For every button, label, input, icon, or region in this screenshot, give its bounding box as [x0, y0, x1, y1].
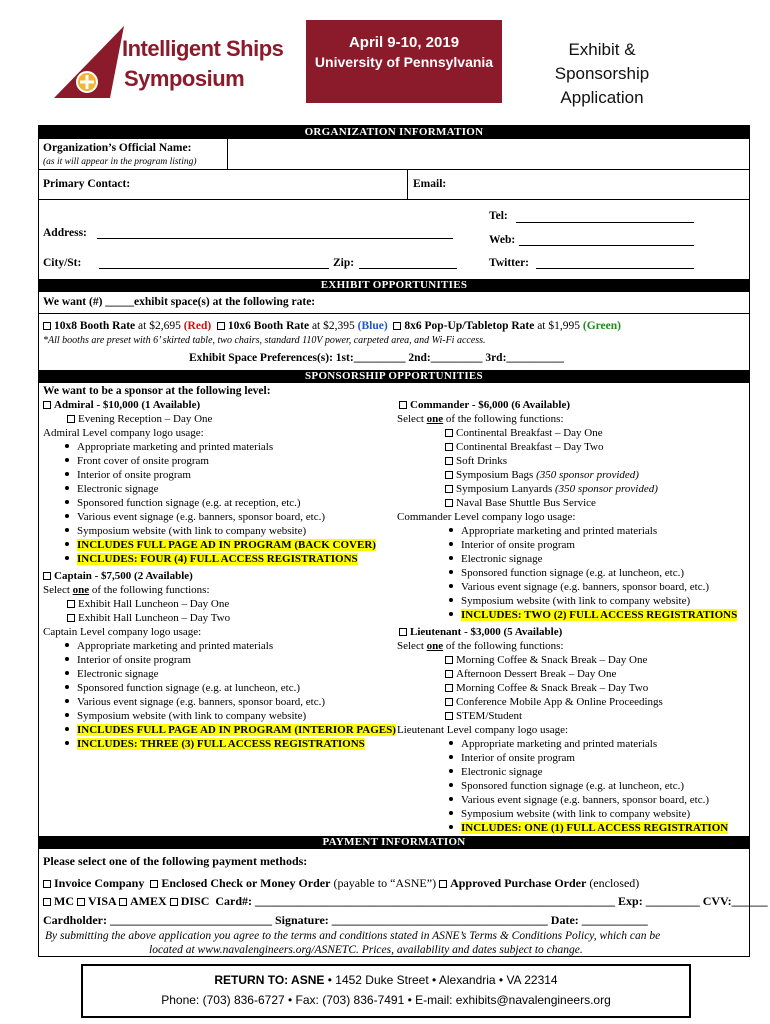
application-title-line1: Exhibit & Sponsorship: [554, 40, 650, 83]
check-label: Enclosed Check or Money Order: [161, 876, 331, 890]
admiral-level: [43, 399, 200, 412]
commander-function-checkbox[interactable]: [445, 499, 453, 507]
return-label: RETURN TO: ASNE: [214, 973, 325, 987]
admiral-bullet: Electronic signage: [65, 483, 159, 496]
lieutenant-logo-usage: Lieutenant Level company logo usage:: [397, 724, 569, 736]
commander-function-checkbox[interactable]: [445, 457, 453, 465]
commander-select: Select one of the following functions:: [397, 413, 564, 425]
header: [0, 0, 770, 115]
org-name-field[interactable]: [228, 140, 748, 168]
terms-line2: located at www.navalengineers.org/ASNETC. Prices, availability and dates subject to change.: [149, 944, 583, 956]
mc-label: MC: [54, 894, 74, 908]
twitter-label: Twitter:: [489, 257, 530, 269]
commander-bullet: Electronic signage: [449, 553, 543, 566]
payment-select-text: Please select one of the following payment methods:: [43, 854, 308, 868]
payment-methods: [43, 877, 639, 890]
booth-10x6-label: 10x6 Booth Rate: [227, 320, 310, 332]
check-checkbox[interactable]: [150, 880, 158, 888]
address-label: Address:: [43, 227, 87, 239]
sponsorship-section-bar: SPONSORSHIP OPPORTUNITIES: [39, 370, 749, 383]
lieutenant-bullet: Interior of onsite program: [449, 752, 575, 765]
visa-label: VISA: [88, 894, 117, 908]
admiral-highlight: INCLUDES FULL PAGE AD IN PROGRAM (BACK COVER): [65, 539, 376, 552]
lieutenant-function-checkbox[interactable]: [445, 670, 453, 678]
commander-function: Symposium Bags (350 sponsor provided): [445, 469, 639, 482]
commander-function: Continental Breakfast – Day Two: [445, 441, 604, 454]
lieutenant-title: Lieutenant - $3,000 (5 Available): [410, 626, 563, 638]
amex-checkbox[interactable]: [119, 898, 127, 906]
commander-function-checkbox[interactable]: [445, 485, 453, 493]
disc-checkbox[interactable]: [170, 898, 178, 906]
admiral-bullet: Sponsored function signage (e.g. at reception, etc.): [65, 497, 301, 510]
tel-field[interactable]: [516, 222, 694, 223]
captain-bullet: Symposium website (with link to company website): [65, 710, 306, 723]
captain-highlight: INCLUDES: THREE (3) FULL ACCESS REGISTRATIONS: [65, 738, 365, 751]
cardholder-row[interactable]: Cardholder: ___________________________ Signature: ____________________________________ Date: ___________: [43, 913, 648, 927]
commander-function-checkbox[interactable]: [445, 429, 453, 437]
admiral-function-label: Evening Reception – Day One: [78, 413, 213, 425]
application-title: [520, 38, 684, 110]
address-field[interactable]: [97, 238, 453, 239]
lieutenant-function-checkbox[interactable]: [445, 698, 453, 706]
booth-10x8-color: (Red): [183, 320, 212, 332]
admiral-function: [67, 413, 212, 426]
captain-highlight: INCLUDES FULL PAGE AD IN PROGRAM (INTERIOR PAGES): [65, 724, 396, 737]
captain-checkbox[interactable]: [43, 572, 51, 580]
booth-8x6-label: 8x6 Pop-Up/Tabletop Rate: [404, 320, 535, 332]
booth-8x6-price: at $1,995: [534, 320, 583, 332]
admiral-bullet: Various event signage (e.g. banners, sponsor board, etc.): [65, 511, 325, 524]
lieutenant-bullet: Sponsored function signage (e.g. at luncheon, etc.): [449, 780, 684, 793]
invoice-label: Invoice Company: [54, 876, 145, 890]
lieutenant-checkbox[interactable]: [399, 628, 407, 636]
commander-checkbox[interactable]: [399, 401, 407, 409]
city-field[interactable]: [99, 268, 329, 269]
booth-10x8-checkbox[interactable]: [43, 322, 51, 330]
zip-label: Zip:: [333, 257, 355, 269]
email-label: Email:: [413, 178, 447, 190]
captain-level: [43, 570, 193, 583]
booth-10x6-color: (Blue): [357, 320, 388, 332]
mc-checkbox[interactable]: [43, 898, 51, 906]
check-note: (payable to “ASNE”): [330, 876, 440, 890]
symposium-logo-icon: [50, 24, 130, 100]
disc-label: DISC: [180, 894, 210, 908]
lieutenant-function: Morning Coffee & Snack Break – Day Two: [445, 682, 648, 695]
invoice-checkbox[interactable]: [43, 880, 51, 888]
lieutenant-function-checkbox[interactable]: [445, 656, 453, 664]
sponsor-intro: We want to be a sponsor at the following level:: [43, 385, 271, 397]
commander-function: Symposium Lanyards (350 sponsor provided): [445, 483, 658, 496]
commander-highlight: INCLUDES: TWO (2) FULL ACCESS REGISTRATIONS: [449, 609, 737, 622]
zip-field[interactable]: [359, 268, 457, 269]
card-number-field[interactable]: Card#: ____________________________________________________________ Exp: _________ CVV:______: [215, 894, 768, 908]
commander-function: Soft Drinks: [445, 455, 507, 468]
lieutenant-function: Afternoon Dessert Break – Day One: [445, 668, 616, 681]
event-date-box: [306, 20, 502, 103]
admiral-bullet: Appropriate marketing and printed materials: [65, 441, 273, 454]
logo-text-line1: Intelligent Ships: [122, 36, 284, 61]
po-checkbox[interactable]: [439, 880, 447, 888]
lieutenant-function-checkbox[interactable]: [445, 712, 453, 720]
booth-note: *All booths are preset with 6’ skirted table, two chairs, standard 110V power, carpeted area, and Wi-Fi access.: [43, 335, 486, 346]
lieutenant-bullet: Electronic signage: [449, 766, 543, 779]
captain-bullet: Interior of onsite program: [65, 654, 191, 667]
captain-function: Exhibit Hall Luncheon – Day Two: [67, 612, 230, 625]
admiral-bullet: Symposium website (with link to company website): [65, 525, 306, 538]
lieutenant-function: Conference Mobile App & Online Proceedings: [445, 696, 663, 709]
lieutenant-bullet: Various event signage (e.g. banners, sponsor board, etc.): [449, 794, 709, 807]
booth-8x6-color: (Green): [582, 320, 621, 332]
booth-10x8-label: 10x8 Booth Rate: [54, 320, 136, 332]
captain-bullet: Appropriate marketing and printed materials: [65, 640, 273, 653]
tel-label: Tel:: [489, 210, 508, 222]
commander-logo-usage: Commander Level company logo usage:: [397, 511, 576, 523]
exhibit-preferences[interactable]: Exhibit Space Preferences(s): 1st:_________ 2nd:_________ 3rd:__________: [189, 352, 564, 364]
terms-line1: By submitting the above application you agree to the terms and conditions stated in ASNE’s Terms & Conditions Policy, which can be: [45, 930, 661, 942]
commander-bullet: Symposium website (with link to company website): [449, 595, 690, 608]
booth-10x6-checkbox[interactable]: [217, 322, 225, 330]
booth-8x6-checkbox[interactable]: [393, 322, 401, 330]
admiral-highlight: INCLUDES: FOUR (4) FULL ACCESS REGISTRATIONS: [65, 553, 358, 566]
commander-function: Continental Breakfast – Day One: [445, 427, 603, 440]
po-label: Approved Purchase Order: [450, 876, 587, 890]
return-address-box: [81, 964, 691, 1018]
return-street: • 1452 Duke Street • Alexandria • VA 22314: [324, 973, 558, 987]
commander-function-checkbox[interactable]: [445, 471, 453, 479]
commander-function-checkbox[interactable]: [445, 443, 453, 451]
commander-function: Naval Base Shuttle Bus Service: [445, 497, 596, 510]
visa-checkbox[interactable]: [77, 898, 85, 906]
primary-contact-field[interactable]: [149, 171, 404, 197]
application-title-line2: Application: [560, 88, 644, 107]
return-contact: Phone: (703) 836-6727 • Fax: (703) 836-7491 • E-mail: exhibits@navalengineers.org: [161, 993, 611, 1007]
application-form: [38, 125, 768, 957]
commander-level: [399, 399, 570, 412]
captain-logo-usage: Captain Level company logo usage:: [43, 626, 202, 638]
captain-bullet: Various event signage (e.g. banners, sponsor board, etc.): [65, 696, 325, 709]
exhibit-section-bar: EXHIBIT OPPORTUNITIES: [39, 279, 749, 292]
primary-contact-label: Primary Contact:: [43, 178, 131, 190]
commander-bullet: Appropriate marketing and printed materials: [449, 525, 657, 538]
commander-bullet: Interior of onsite program: [449, 539, 575, 552]
booth-10x6-price: at $2,395: [309, 320, 358, 332]
captain-title: Captain - $7,500 (2 Available): [54, 570, 193, 582]
commander-bullet: Sponsored function signage (e.g. at luncheon, etc.): [449, 567, 684, 580]
admiral-bullet: Interior of onsite program: [65, 469, 191, 482]
captain-select: Select one of the following functions:: [43, 584, 210, 596]
logo-text-line2: Symposium: [124, 66, 245, 91]
lieutenant-level: [399, 626, 562, 639]
web-label: Web:: [489, 234, 516, 246]
lieutenant-bullet: Symposium website (with link to company website): [449, 808, 690, 821]
booth-10x8-price: at $2,695: [135, 320, 184, 332]
lieutenant-function: STEM/Student: [445, 710, 522, 723]
commander-bullet: Various event signage (e.g. banners, sponsor board, etc.): [449, 581, 709, 594]
po-note: (enclosed): [586, 876, 640, 890]
lieutenant-highlight: INCLUDES: ONE (1) FULL ACCESS REGISTRATION: [449, 822, 728, 835]
organization-section-bar: ORGANIZATION INFORMATION: [39, 126, 749, 139]
captain-bullet: Electronic signage: [65, 668, 159, 681]
lieutenant-select: Select one of the following functions:: [397, 640, 564, 652]
exhibit-want-text: We want (#) _____exhibit space(s) at the following rate:: [43, 296, 316, 308]
email-field[interactable]: [454, 171, 744, 197]
admiral-checkbox[interactable]: [43, 401, 51, 409]
commander-title: Commander - $6,000 (6 Available): [410, 399, 570, 411]
org-name-note: (as it will appear in the program listing): [43, 157, 197, 167]
city-label: City/St:: [43, 257, 82, 269]
captain-bullet: Sponsored function signage (e.g. at luncheon, etc.): [65, 682, 300, 695]
twitter-field[interactable]: [536, 268, 694, 269]
captain-function-checkbox[interactable]: [67, 600, 75, 608]
admiral-bullet: Front cover of onsite program: [65, 455, 209, 468]
card-row: [43, 895, 768, 908]
org-name-label: Organization’s Official Name:: [43, 142, 192, 154]
admiral-title: Admiral - $10,000 (1 Available): [54, 399, 201, 411]
captain-function: Exhibit Hall Luncheon – Day One: [67, 598, 229, 611]
captain-function-checkbox[interactable]: [67, 614, 75, 622]
payment-section-bar: PAYMENT INFORMATION: [39, 836, 749, 849]
lieutenant-function: Morning Coffee & Snack Break – Day One: [445, 654, 647, 667]
admiral-logo-usage: Admiral Level company logo usage:: [43, 427, 204, 439]
booth-options: [43, 320, 621, 333]
lieutenant-function-checkbox[interactable]: [445, 684, 453, 692]
event-date: April 9-10, 2019: [348, 34, 460, 51]
amex-label: AMEX: [130, 894, 167, 908]
admiral-function-checkbox[interactable]: [67, 415, 75, 423]
web-field[interactable]: [519, 245, 694, 246]
event-venue: University of Pennsylvania: [314, 54, 494, 70]
return-address: [83, 973, 689, 987]
lieutenant-bullet: Appropriate marketing and printed materials: [449, 738, 657, 751]
